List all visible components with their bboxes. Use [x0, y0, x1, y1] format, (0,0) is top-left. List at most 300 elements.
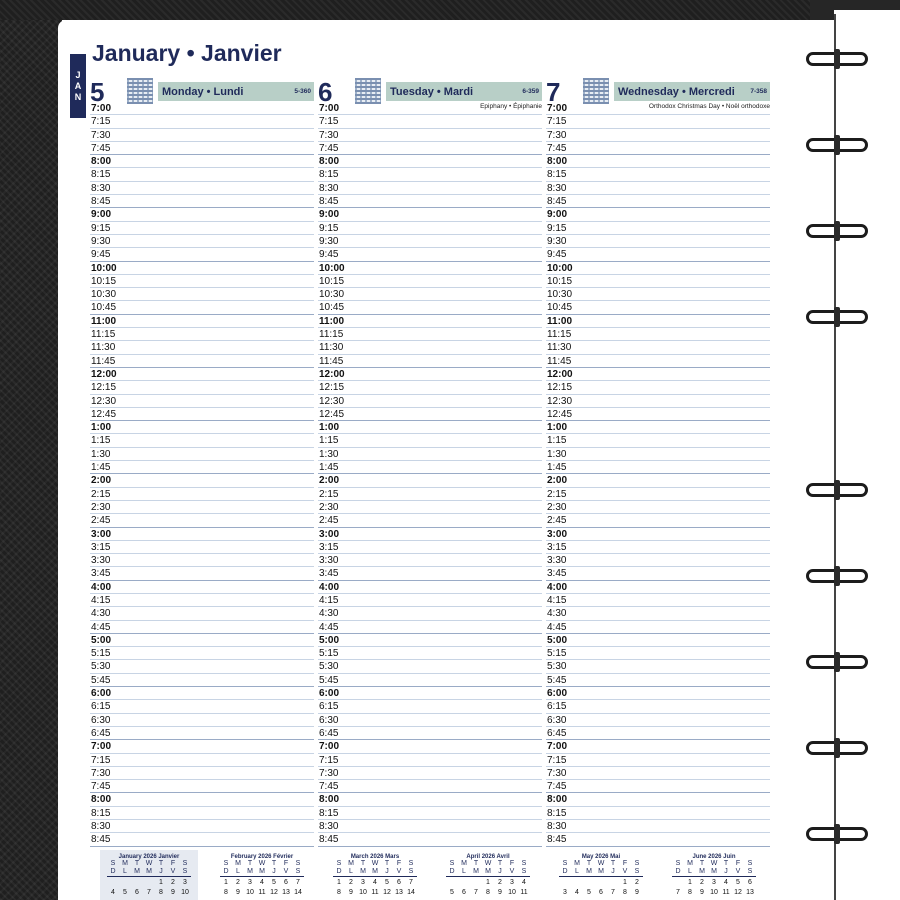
- time-slot[interactable]: 7:15: [546, 115, 770, 128]
- time-slot[interactable]: 4:00: [318, 581, 542, 594]
- time-slot[interactable]: 8:30: [546, 182, 770, 195]
- time-slot[interactable]: 6:15: [546, 700, 770, 713]
- time-slot[interactable]: 7:00: [546, 740, 770, 753]
- mini-calendar-cell: S: [223, 860, 229, 867]
- time-slot[interactable]: 9:45: [90, 248, 314, 261]
- mini-calendar-cell: 2: [700, 879, 704, 886]
- time-slot[interactable]: 8:30: [318, 820, 542, 833]
- time-slot[interactable]: 9:30: [546, 235, 770, 248]
- mini-calendar-cell: M: [134, 868, 140, 875]
- mini-calendar-divider: [559, 876, 643, 877]
- mini-calendar-cell: S: [110, 860, 116, 867]
- mini-calendar-cell: S: [295, 860, 301, 867]
- mini-calendar-title: February 2026 Février: [230, 854, 294, 860]
- time-slot[interactable]: 11:00: [546, 315, 770, 328]
- mini-calendar-grid: [213, 868, 311, 876]
- time-slot[interactable]: 12:15: [318, 381, 542, 394]
- mini-calendar-cell: J: [498, 868, 502, 875]
- time-slot[interactable]: 8:00: [318, 793, 542, 806]
- time-slot[interactable]: 1:00: [90, 421, 314, 434]
- holiday-note: Orthodox Christmas Day • Noël orthodoxe: [648, 103, 770, 110]
- time-slot[interactable]: 11:00: [318, 315, 542, 328]
- mini-calendar-cell: 13: [282, 889, 290, 896]
- mini-calendar-cell: J: [611, 868, 615, 875]
- mini-calendar-cell: T: [610, 860, 616, 867]
- time-slot[interactable]: 12:45: [546, 408, 770, 421]
- time-slot[interactable]: 1:00: [546, 421, 770, 434]
- time-slot[interactable]: 6:45: [90, 727, 314, 740]
- mini-calendar-cell: 6: [462, 889, 466, 896]
- time-slot[interactable]: 6:15: [318, 700, 542, 713]
- time-slot[interactable]: 8:00: [546, 155, 770, 168]
- mini-calendar-cell: 10: [710, 889, 718, 896]
- time-slot[interactable]: 2:00: [90, 474, 314, 487]
- time-slot[interactable]: 8:15: [546, 168, 770, 181]
- time-slot[interactable]: 7:15: [90, 115, 314, 128]
- mini-calendar-cell: W: [597, 860, 605, 867]
- mini-calendar-cell: 6: [748, 879, 752, 886]
- time-slot[interactable]: 4:15: [90, 594, 314, 607]
- time-slot[interactable]: 11:45: [546, 355, 770, 368]
- time-slot[interactable]: 6:45: [546, 727, 770, 740]
- time-slot[interactable]: 11:15: [90, 328, 314, 341]
- time-slot[interactable]: 5:45: [546, 674, 770, 687]
- time-slot[interactable]: 1:15: [90, 434, 314, 447]
- time-slot[interactable]: 4:00: [90, 581, 314, 594]
- time-slot[interactable]: 7:45: [90, 780, 314, 793]
- mini-calendar-cell: 11: [722, 889, 730, 896]
- mini-calendar-cell: 1: [337, 879, 341, 886]
- time-slot[interactable]: 5:45: [90, 674, 314, 687]
- time-slot[interactable]: 3:30: [318, 554, 542, 567]
- mini-calendar-cell: 4: [260, 879, 264, 886]
- time-slot[interactable]: 8:45: [90, 195, 314, 208]
- mini-calendar: [213, 850, 311, 900]
- time-slot[interactable]: 2:15: [546, 488, 770, 501]
- time-slot[interactable]: 12:45: [90, 408, 314, 421]
- mini-calendar-cell: M: [360, 868, 366, 875]
- mini-calendar: [665, 850, 763, 900]
- time-slot[interactable]: 8:15: [318, 168, 542, 181]
- time-slot[interactable]: 3:15: [90, 541, 314, 554]
- mini-calendar-cell: 8: [486, 889, 490, 896]
- mini-calendar-cell: S: [747, 868, 753, 875]
- mini-calendar-grid: [326, 879, 424, 887]
- time-slot[interactable]: 6:45: [318, 727, 542, 740]
- mini-calendar-cell: S: [336, 860, 342, 867]
- time-slot[interactable]: 2:45: [546, 514, 770, 527]
- time-slot[interactable]: 9:15: [318, 222, 542, 235]
- time-slot[interactable]: 7:45: [318, 142, 542, 155]
- mini-calendar-cell: S: [449, 860, 455, 867]
- time-slot[interactable]: 11:00: [90, 315, 314, 328]
- mini-calendar-grid: [213, 889, 311, 897]
- time-slot[interactable]: 4:30: [546, 607, 770, 620]
- time-slot[interactable]: 7:45: [546, 142, 770, 155]
- mini-calendar-cell: V: [735, 868, 741, 875]
- mini-calendar-grid: [665, 860, 763, 868]
- time-slot[interactable]: 9:45: [546, 248, 770, 261]
- time-slot[interactable]: 7:00: [90, 740, 314, 753]
- time-slot[interactable]: 5:45: [318, 674, 542, 687]
- time-slot[interactable]: 3:00: [90, 528, 314, 541]
- mini-calendar-cell: M: [598, 868, 604, 875]
- time-slot[interactable]: 9:30: [318, 235, 542, 248]
- time-slot[interactable]: 7:45: [318, 780, 542, 793]
- time-slot[interactable]: 3:45: [318, 567, 542, 580]
- time-slot[interactable]: 10:30: [546, 288, 770, 301]
- time-slot[interactable]: 3:45: [90, 567, 314, 580]
- mini-calendar-cell: 7: [611, 889, 615, 896]
- mini-calendar-cell: 2: [498, 879, 502, 886]
- time-slot[interactable]: 1:45: [318, 461, 542, 474]
- mini-calendar-cell: L: [123, 868, 127, 875]
- mini-calendar-cell: 9: [349, 889, 353, 896]
- time-slot[interactable]: 5:30: [318, 660, 542, 673]
- month-tab[interactable]: [70, 54, 86, 118]
- mini-calendar-cell: T: [360, 860, 366, 867]
- mini-calendar-cell: 4: [575, 889, 579, 896]
- mini-calendar-cell: 1: [486, 879, 490, 886]
- mini-calendar-cell: 8: [224, 889, 228, 896]
- mini-calendar-cell: V: [283, 868, 289, 875]
- time-slot[interactable]: 11:15: [318, 328, 542, 341]
- mini-calendar-cell: L: [349, 868, 353, 875]
- time-slot[interactable]: 9:00: [546, 208, 770, 221]
- mini-calendar-cell: J: [385, 868, 389, 875]
- mini-calendar-cell: T: [134, 860, 140, 867]
- time-slot[interactable]: 7:45: [546, 780, 770, 793]
- time-slot[interactable]: 1:30: [90, 448, 314, 461]
- day-name: Monday • Lundi: [162, 85, 244, 98]
- time-slot[interactable]: 12:15: [546, 381, 770, 394]
- time-slot[interactable]: 12:00: [318, 368, 542, 381]
- time-slot[interactable]: 6:30: [546, 714, 770, 727]
- mini-calendar-cell: 7: [409, 879, 413, 886]
- time-slot[interactable]: 7:00: [90, 102, 314, 115]
- time-slot[interactable]: 12:00: [90, 368, 314, 381]
- mini-calendar-cell: D: [449, 868, 455, 875]
- mini-calendar-cell: 4: [111, 889, 115, 896]
- mini-calendar-cell: 13: [395, 889, 403, 896]
- mini-calendar-cell: D: [675, 868, 681, 875]
- time-slot[interactable]: 2:30: [90, 501, 314, 514]
- time-slot[interactable]: 6:00: [318, 687, 542, 700]
- mini-calendar-cell: 4: [373, 879, 377, 886]
- time-slot[interactable]: 8:45: [90, 833, 314, 846]
- time-slot[interactable]: 5:30: [546, 660, 770, 673]
- mini-calendar-cell: M: [372, 868, 378, 875]
- time-slot[interactable]: 7:30: [318, 767, 542, 780]
- month-tab-letter: A: [74, 80, 82, 91]
- mini-calendar-cell: 5: [450, 889, 454, 896]
- time-slot[interactable]: 6:30: [90, 714, 314, 727]
- binding-ring-icon: [806, 138, 868, 152]
- time-slot[interactable]: 11:30: [90, 341, 314, 354]
- time-slot[interactable]: 10:45: [546, 301, 770, 314]
- mini-calendar-row: [100, 850, 780, 900]
- mini-calendar-cell: 4: [522, 879, 526, 886]
- mini-calendar-cell: 1: [224, 879, 228, 886]
- time-slot[interactable]: 8:00: [90, 793, 314, 806]
- time-slot[interactable]: 3:30: [90, 554, 314, 567]
- time-slot[interactable]: 3:15: [318, 541, 542, 554]
- time-slot[interactable]: 1:45: [546, 461, 770, 474]
- time-slot[interactable]: 6:00: [90, 687, 314, 700]
- mini-calendar-cell: [607, 879, 619, 887]
- time-slot[interactable]: 1:45: [90, 461, 314, 474]
- binding-ring-icon: [806, 741, 868, 755]
- mini-calendar-cell: 3: [712, 879, 716, 886]
- mini-calendar-cell: M: [461, 860, 467, 867]
- mini-calendar-cell: 4: [724, 879, 728, 886]
- time-slot[interactable]: 4:15: [318, 594, 542, 607]
- time-slot[interactable]: 11:45: [90, 355, 314, 368]
- time-slot[interactable]: 8:30: [546, 820, 770, 833]
- binding-ring-icon: [806, 224, 868, 238]
- time-slot[interactable]: 8:15: [318, 807, 542, 820]
- time-slot[interactable]: 5:15: [546, 647, 770, 660]
- time-slot[interactable]: 9:15: [546, 222, 770, 235]
- time-slot[interactable]: 8:15: [546, 807, 770, 820]
- mini-calendar-cell: T: [699, 860, 705, 867]
- time-slot[interactable]: 6:00: [546, 687, 770, 700]
- time-slot[interactable]: 8:45: [318, 833, 542, 846]
- time-slot[interactable]: 8:00: [90, 155, 314, 168]
- time-slot[interactable]: 1:00: [318, 421, 542, 434]
- mini-calendar-cell: V: [509, 868, 515, 875]
- time-slot[interactable]: 10:00: [318, 262, 542, 275]
- time-slot[interactable]: 11:45: [318, 355, 542, 368]
- time-slot[interactable]: 4:30: [318, 607, 542, 620]
- binding-ring-icon: [806, 310, 868, 324]
- time-slot[interactable]: 10:30: [318, 288, 542, 301]
- mini-calendar-cell: S: [521, 860, 527, 867]
- mini-calendar-cell: 6: [599, 889, 603, 896]
- time-slot[interactable]: 4:30: [90, 607, 314, 620]
- mini-calendar-cell: M: [699, 868, 705, 875]
- time-slot[interactable]: 2:15: [318, 488, 542, 501]
- mini-calendar-cell: F: [283, 860, 289, 867]
- mini-calendar-cell: [107, 879, 119, 887]
- time-slot[interactable]: 7:30: [90, 129, 314, 142]
- mini-calendar-cell: S: [562, 860, 568, 867]
- mini-calendar-grid: [213, 879, 311, 887]
- time-slot[interactable]: 8:30: [318, 182, 542, 195]
- time-slot[interactable]: 5:15: [318, 647, 542, 660]
- mini-calendar-cell: 7: [296, 879, 300, 886]
- time-slot[interactable]: 8:15: [90, 807, 314, 820]
- time-slot[interactable]: 7:15: [546, 754, 770, 767]
- mini-calendar-cell: 5: [123, 889, 127, 896]
- mini-calendar-cell: M: [146, 868, 152, 875]
- mini-calendar-grid: [552, 879, 650, 887]
- mini-calendar-cell: 6: [284, 879, 288, 886]
- time-slot[interactable]: 3:30: [546, 554, 770, 567]
- mini-calendar-cell: T: [473, 860, 479, 867]
- mini-calendar-cell: [458, 879, 470, 887]
- mini-calendar-cell: 12: [383, 889, 391, 896]
- time-slot[interactable]: 10:15: [318, 275, 542, 288]
- time-slot[interactable]: 10:00: [90, 262, 314, 275]
- time-slot[interactable]: 11:30: [546, 341, 770, 354]
- time-slot[interactable]: 10:15: [546, 275, 770, 288]
- time-slot[interactable]: 6:15: [90, 700, 314, 713]
- mini-calendar-cell: M: [235, 860, 241, 867]
- time-slot[interactable]: 9:15: [90, 222, 314, 235]
- mini-calendar-cell: T: [271, 860, 277, 867]
- mini-calendar-title: March 2026 Mars: [350, 854, 400, 860]
- mini-calendar-cell: D: [336, 868, 342, 875]
- time-slot[interactable]: 7:15: [318, 754, 542, 767]
- mini-calendar-grid: [326, 868, 424, 876]
- time-slot[interactable]: 10:45: [90, 301, 314, 314]
- time-slot[interactable]: 7:00: [546, 102, 770, 115]
- mini-calendar-cell: M: [687, 860, 693, 867]
- mini-calendar-cell: 5: [272, 879, 276, 886]
- mini-calendar: [326, 850, 424, 900]
- time-slot[interactable]: 7:15: [318, 115, 542, 128]
- time-slot[interactable]: 10:30: [90, 288, 314, 301]
- qr-code-icon: [583, 78, 609, 104]
- mini-calendar-cell: 5: [736, 879, 740, 886]
- time-slot[interactable]: 5:00: [90, 634, 314, 647]
- time-slot[interactable]: 3:00: [546, 528, 770, 541]
- time-slot[interactable]: 11:15: [546, 328, 770, 341]
- time-slot[interactable]: 7:00: [318, 102, 542, 115]
- time-slot[interactable]: 5:00: [546, 634, 770, 647]
- time-slot[interactable]: 12:15: [90, 381, 314, 394]
- time-slot[interactable]: 8:45: [546, 195, 770, 208]
- time-slot[interactable]: 4:45: [90, 621, 314, 634]
- time-slot[interactable]: 8:30: [90, 820, 314, 833]
- time-slot[interactable]: 5:30: [90, 660, 314, 673]
- time-slot[interactable]: 11:30: [318, 341, 542, 354]
- time-slot[interactable]: 9:45: [318, 248, 542, 261]
- time-slot[interactable]: 10:45: [318, 301, 542, 314]
- time-slot[interactable]: 7:30: [90, 767, 314, 780]
- time-slot[interactable]: 8:45: [546, 833, 770, 846]
- time-slot[interactable]: 9:00: [318, 208, 542, 221]
- mini-calendar-cell: S: [634, 868, 640, 875]
- time-slot[interactable]: 4:00: [546, 581, 770, 594]
- time-slot[interactable]: 2:30: [318, 501, 542, 514]
- time-slot[interactable]: 2:00: [318, 474, 542, 487]
- mini-calendar-cell: 7: [147, 889, 151, 896]
- mini-calendar-cell: 8: [337, 889, 341, 896]
- day-count: 7-358: [750, 88, 767, 95]
- time-slot[interactable]: 7:30: [546, 767, 770, 780]
- mini-calendar-cell: 11: [258, 889, 266, 896]
- mini-calendar-cell: 2: [236, 879, 240, 886]
- time-slot[interactable]: 7:45: [90, 142, 314, 155]
- mini-calendar-cell: 12: [270, 889, 278, 896]
- time-slot[interactable]: 2:45: [318, 514, 542, 527]
- mini-calendar-cell: 3: [361, 879, 365, 886]
- time-slot[interactable]: 10:15: [90, 275, 314, 288]
- mini-calendar-cell: L: [688, 868, 692, 875]
- day-number: 5: [90, 77, 105, 107]
- time-slot[interactable]: 8:15: [90, 168, 314, 181]
- time-slot[interactable]: 8:30: [90, 182, 314, 195]
- time-slot[interactable]: 4:45: [318, 621, 542, 634]
- time-slot[interactable]: 12:30: [90, 395, 314, 408]
- time-slot[interactable]: 4:15: [546, 594, 770, 607]
- time-slot[interactable]: 7:30: [318, 129, 542, 142]
- binding-ring-icon: [806, 569, 868, 583]
- mini-calendar-cell: 14: [407, 889, 415, 896]
- time-slot[interactable]: 12:30: [318, 395, 542, 408]
- time-slot[interactable]: 7:30: [546, 129, 770, 142]
- mini-calendar-cell: [470, 879, 482, 887]
- mini-calendar-cell: 6: [135, 889, 139, 896]
- time-slot[interactable]: 9:00: [90, 208, 314, 221]
- time-slot[interactable]: 1:30: [546, 448, 770, 461]
- time-slot[interactable]: 12:45: [318, 408, 542, 421]
- mini-calendar-grid: [100, 879, 198, 887]
- mini-calendar-cell: 3: [183, 879, 187, 886]
- time-slot[interactable]: 12:00: [546, 368, 770, 381]
- mini-calendar-cell: J: [272, 868, 276, 875]
- mini-calendar-divider: [446, 876, 530, 877]
- time-slot[interactable]: 8:00: [546, 793, 770, 806]
- time-slot[interactable]: 10:00: [546, 262, 770, 275]
- time-slot[interactable]: 5:00: [318, 634, 542, 647]
- mini-calendar-cell: 9: [700, 889, 704, 896]
- time-slot[interactable]: 2:45: [90, 514, 314, 527]
- mini-calendar-cell: 1: [688, 879, 692, 886]
- mini-calendar-cell: M: [485, 868, 491, 875]
- mini-calendar-cell: [143, 879, 155, 887]
- mini-calendar-cell: F: [735, 860, 741, 867]
- time-slot[interactable]: 7:00: [318, 740, 542, 753]
- time-slot[interactable]: 6:30: [318, 714, 542, 727]
- time-slot[interactable]: 2:15: [90, 488, 314, 501]
- time-slot[interactable]: 1:30: [318, 448, 542, 461]
- mini-calendar-cell: 5: [385, 879, 389, 886]
- time-slot[interactable]: 5:15: [90, 647, 314, 660]
- time-slot[interactable]: 3:15: [546, 541, 770, 554]
- mini-calendar-grid: [552, 868, 650, 876]
- time-slot[interactable]: 2:00: [546, 474, 770, 487]
- time-slot[interactable]: 12:30: [546, 395, 770, 408]
- mini-calendar-grid: [326, 889, 424, 897]
- mini-calendar-cell: [446, 879, 458, 887]
- time-slot[interactable]: 8:45: [318, 195, 542, 208]
- mini-calendar-cell: W: [484, 860, 492, 867]
- time-slot[interactable]: 7:15: [90, 754, 314, 767]
- mini-calendar-cell: L: [462, 868, 466, 875]
- time-slot[interactable]: 9:30: [90, 235, 314, 248]
- mini-calendar-cell: S: [747, 860, 753, 867]
- time-slot[interactable]: 2:30: [546, 501, 770, 514]
- mini-calendar: [552, 850, 650, 900]
- time-slot[interactable]: 3:45: [546, 567, 770, 580]
- mini-calendar-cell: W: [710, 860, 718, 867]
- mini-calendar-cell: [571, 879, 583, 887]
- time-slots: [546, 102, 770, 847]
- time-slot[interactable]: 4:45: [546, 621, 770, 634]
- time-slot[interactable]: 8:00: [318, 155, 542, 168]
- mini-calendar-cell: M: [122, 860, 128, 867]
- mini-calendar-cell: 8: [623, 889, 627, 896]
- mini-calendar-cell: D: [223, 868, 229, 875]
- mini-calendar-title: January 2026 Janvier: [118, 854, 180, 860]
- time-slot[interactable]: 1:15: [546, 434, 770, 447]
- time-slot[interactable]: 1:15: [318, 434, 542, 447]
- time-slot[interactable]: 3:00: [318, 528, 542, 541]
- mini-calendar-cell: 7: [676, 889, 680, 896]
